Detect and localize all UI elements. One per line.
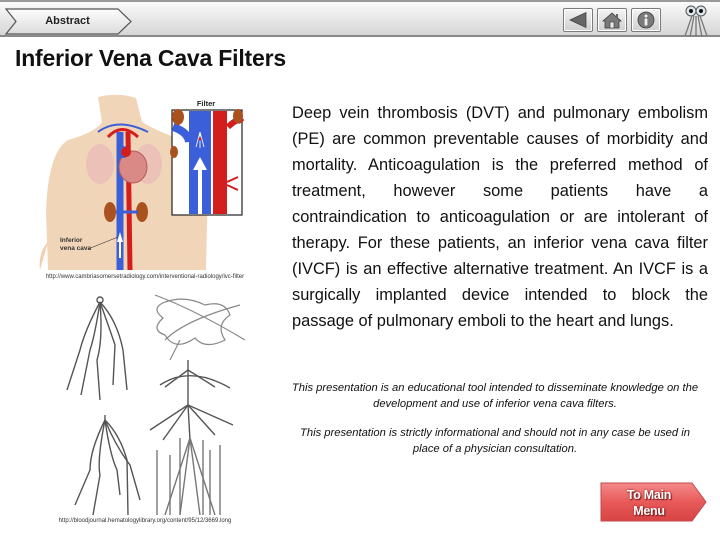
vessel-label-line2: vena cava [60, 245, 92, 252]
back-button[interactable] [563, 8, 593, 32]
page-title: Inferior Vena Cava Filters [15, 45, 286, 71]
figure-caption-anatomy: http://www.cambriasomersetradiology.com/interventional-radiology/ivc-filter [45, 274, 245, 280]
nav-buttons [563, 8, 661, 32]
breadcrumb-label: Abstract [45, 15, 90, 27]
triangle-left-icon [567, 11, 589, 29]
intro-paragraph: Deep vein thrombosis (DVT) and pulmonary embolism (PE) are common preventable causes of morbidity and mortality. Anticoagulation is the preferred method of treatment, however some patients have a contraindication to anticoagulation or are intolerant of therapy. For these patients, an inferior vena cava filter (IVCF) is an effective alternative treatment. An IVCF is a surgically implanted device intended to block the passage of pulmonary emboli to the heart and lungs. [292, 104, 708, 330]
top-toolbar [0, 0, 720, 37]
breadcrumb-abstract[interactable] [5, 8, 133, 35]
info-icon [635, 11, 657, 29]
disclaimer-informational: This presentation is strictly informational and should not in any case be used in place of a physician consultation. [300, 427, 690, 455]
to-main-menu-label: To Main Menu [626, 488, 672, 518]
squid-mascot-icon [680, 4, 714, 43]
info-button[interactable] [631, 8, 661, 32]
vessel-label-line1: Inferior [60, 237, 83, 244]
disclaimer-educational: This presentation is an educational tool intended to disseminate knowledge on the development and use of inferior vena cava filters. [291, 382, 699, 410]
filter-designs-illustration [55, 290, 255, 515]
home-button[interactable] [597, 8, 627, 32]
disclaimer-block [288, 381, 702, 471]
to-main-menu-button[interactable] [600, 482, 708, 526]
filter-label: Filter [196, 99, 216, 108]
figure-caption-filters: http://bloodjournal.hematologylibrary.org/content/95/12/3669.long [58, 518, 232, 524]
anatomy-illustration [38, 92, 248, 270]
house-icon [601, 11, 623, 29]
